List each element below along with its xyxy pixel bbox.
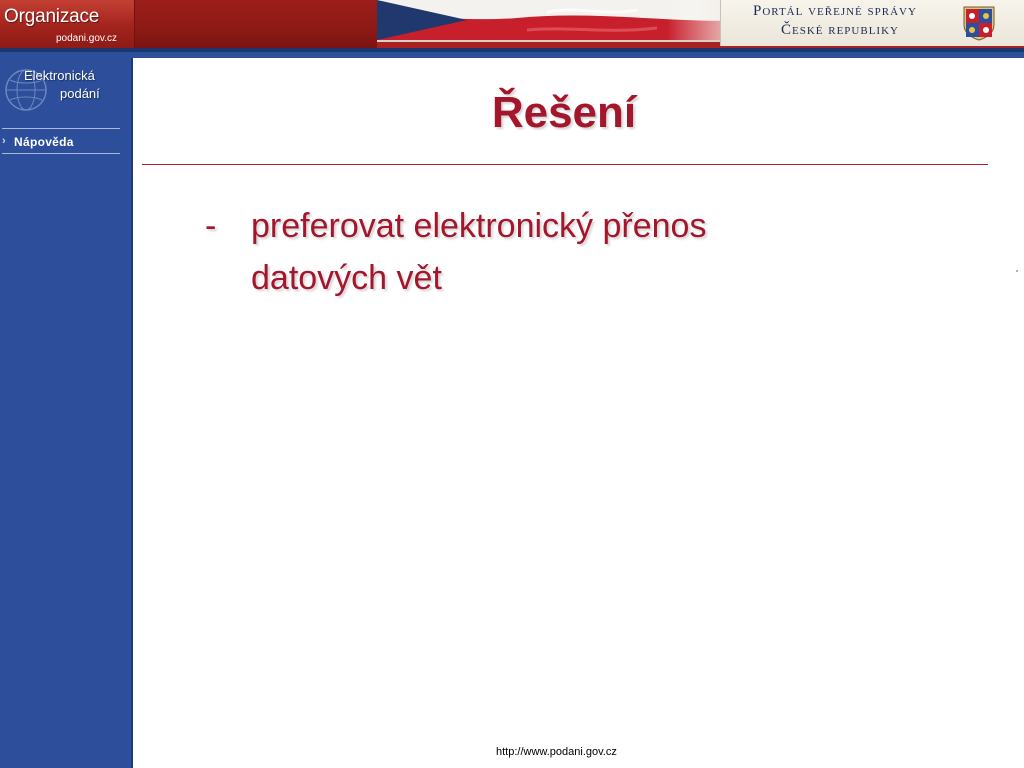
sidebar-logo-line1: Elektronická [24, 68, 95, 83]
czech-flag-image [377, 0, 749, 42]
sidebar [0, 58, 133, 768]
portal-title-box[interactable] [720, 0, 1024, 46]
bullet-text: preferovat elektronický přenos datových vět [251, 207, 707, 297]
footer-url[interactable]: http://www.podani.gov.cz [496, 746, 617, 758]
decorative-dot [1016, 270, 1018, 272]
sidebar-item-napoveda[interactable] [2, 132, 120, 152]
slide-title: Řešení [491, 88, 637, 137]
sidebar-divider-bottom [2, 153, 120, 154]
banner-filler [135, 0, 377, 48]
sidebar-logo-line2: podání [60, 86, 100, 101]
chevron-right-icon: › [2, 135, 6, 147]
sidebar-divider-top [2, 128, 120, 129]
header-banner [0, 0, 1024, 52]
state-emblem-icon [962, 5, 996, 41]
sidebar-logo[interactable] [0, 62, 131, 122]
bullet-marker: - [205, 207, 217, 245]
portal-title-line1: Portál veřejné správy [753, 3, 917, 19]
org-title: Organizace [4, 6, 100, 27]
banner-divider-light [0, 52, 1024, 58]
title-underline [142, 164, 988, 165]
sidebar-item-label: Nápověda [14, 135, 74, 149]
org-brand[interactable] [0, 0, 135, 48]
org-url: podani.gov.cz [56, 33, 117, 44]
portal-title-line2: České republiky [781, 22, 899, 38]
